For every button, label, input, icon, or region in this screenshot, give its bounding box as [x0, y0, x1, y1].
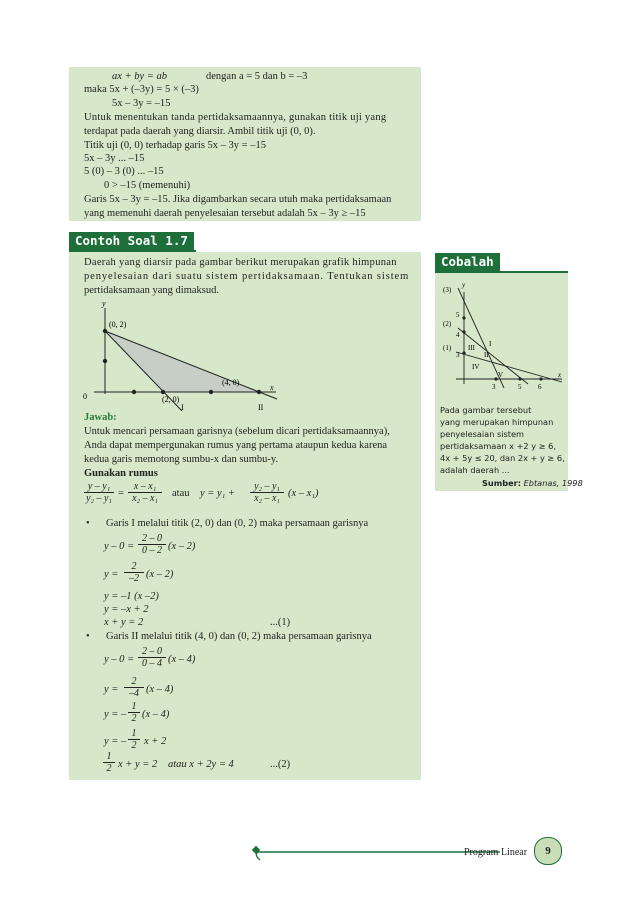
- text-line-10: Garis 5x – 3y = –15. Jika digambarkan secara utuh maka pertidaksamaan: [84, 194, 392, 205]
- text-line-8: 5 (0) – 3 (0) ... –15: [84, 166, 164, 177]
- g2-a-left: y – 0 =: [104, 654, 135, 665]
- g2-e-den: 2: [106, 763, 112, 774]
- graph1-label-4-0: (4, 0): [222, 378, 240, 387]
- g2-e-num: 1: [103, 751, 115, 763]
- point-0-1: [103, 359, 107, 363]
- cobalah-text-1: Pada gambar tersebut: [440, 405, 532, 415]
- g2-c-num: 1: [128, 701, 140, 713]
- g1-b-frac: [124, 561, 144, 584]
- g2-b-tail: (x – 4): [146, 684, 174, 695]
- cobalah-text-4: pertidaksamaan x +2 y ≥ 6,: [440, 441, 556, 451]
- g2-e-tail: x + y = 2: [118, 759, 158, 770]
- cob-t5: 5: [456, 311, 460, 319]
- cob-region-I: I: [489, 340, 492, 348]
- cob-pt-y5: [462, 316, 465, 319]
- eq-line-1: ax + by = ab: [112, 71, 167, 82]
- g2-b-frac: [124, 676, 144, 699]
- g1-e-ref: ...(1): [270, 617, 291, 628]
- formula-frac-left-num: y – y₁: [84, 481, 114, 493]
- g1-e: x + y = 2: [104, 617, 144, 628]
- cobalah-text-5: 4x + 5y ≤ 20, dan 2x + y ≥ 6,: [440, 453, 565, 463]
- formula-frac-right-num: x – x₁: [128, 481, 162, 493]
- g2-d-num: 1: [128, 728, 140, 740]
- formula-frac-left-den: y₂ – y₁: [86, 493, 112, 504]
- example-text-3: pertidaksamaan yang dimaksud.: [84, 285, 220, 296]
- text-line-7: 5x – 3y ... –15: [84, 153, 145, 164]
- g2-b-den: –4: [129, 688, 139, 699]
- cob-pt-y4: [462, 330, 465, 333]
- g1-b-tail: (x – 2): [146, 569, 174, 580]
- g2-c-den: 2: [131, 713, 137, 724]
- g2-d-tail: x + 2: [144, 736, 167, 747]
- page-number-badge: [534, 837, 562, 865]
- cob-pt-y3: [462, 351, 465, 354]
- g2-c-left: y = –: [104, 709, 127, 720]
- graph1-origin: 0: [83, 392, 87, 401]
- g1-a-den: 0 – 2: [142, 545, 162, 556]
- cob-t3: 3: [456, 351, 460, 359]
- g2-e-ref: ...(2): [270, 759, 291, 770]
- formula-frac-left: [84, 481, 114, 504]
- g2-a-tail: (x – 4): [168, 654, 196, 665]
- g1-d: y = –x + 2: [104, 604, 149, 615]
- formula-frac-right: [128, 481, 162, 504]
- formula-frac-2-den: x₂ – x₁: [254, 493, 280, 504]
- footer-chapter-title: Program Linear: [464, 847, 528, 858]
- formula-atau: atau: [172, 488, 190, 499]
- g1-b-num: 2: [124, 561, 144, 573]
- formula-heading: Gunakan rumus: [84, 468, 158, 479]
- solution-text-1: Untuk mencari persamaan garisnya (sebelum dicari pertidaksamaannya),: [84, 426, 390, 437]
- cob-tx6: 6: [538, 383, 542, 391]
- point-3-0: [209, 390, 213, 394]
- eq-line-2: maka 5x + (–3y) = 5 × (–3): [84, 84, 199, 95]
- g2-a-num: 2 – 0: [138, 646, 166, 658]
- cobalah-tag: Cobalah: [435, 253, 500, 271]
- cob-region-II: II: [484, 351, 489, 359]
- footer-diamond-icon: [252, 846, 260, 854]
- cob-y-label: y: [462, 281, 466, 289]
- text-line-6: Titik uji (0, 0) terhadap garis 5x – 3y = –15: [84, 140, 266, 151]
- bullet-2-dot: •: [86, 631, 90, 642]
- graph1-y-label: y: [102, 299, 106, 308]
- graph1-line-I-label: I: [181, 403, 184, 411]
- cob-pt-x5: [518, 377, 521, 380]
- g1-b-left: y =: [104, 569, 119, 580]
- g2-a-frac: [138, 646, 166, 669]
- cob-region-V: V: [498, 371, 504, 379]
- page-number: 9: [545, 845, 551, 857]
- cob-t4: 4: [456, 331, 460, 339]
- formula-frac-2-num: y₂ – y₁: [250, 481, 284, 493]
- formula-y-eq: y = y₁ +: [200, 488, 236, 499]
- point-4-0: [257, 390, 261, 394]
- g2-b-left: y =: [104, 684, 119, 695]
- g2-d-den: 2: [131, 740, 137, 751]
- example-tag: Contoh Soal 1.7: [69, 232, 194, 250]
- g2-e-frac: [103, 751, 115, 774]
- example-graph: [74, 296, 294, 411]
- g2-e-atau: atau x + 2y = 4: [168, 759, 234, 770]
- text-line-4: Untuk menentukan tanda pertidaksamaannya, gunakan titik uji yang: [84, 112, 387, 123]
- cob-tx3: 3: [492, 383, 496, 391]
- g2-c-tail: (x – 4): [142, 709, 170, 720]
- eq-line-1-cond: dengan a = 5 dan b = –3: [206, 71, 308, 82]
- text-line-11: yang memenuhi daerah penyelesaian tersebut adalah 5x – 3y ≥ –15: [84, 208, 366, 219]
- cob-tx5: 5: [518, 383, 522, 391]
- formula-eq: =: [118, 488, 124, 499]
- g2-b-num: 2: [124, 676, 144, 688]
- formula-frac-right-den: x₂ – x₁: [132, 493, 158, 504]
- cob-region-IV: IV: [472, 363, 480, 371]
- bullet-1-text: Garis I melalui titik (2, 0) dan (0, 2) maka persamaan garisnya: [106, 518, 369, 529]
- g2-c-frac: [128, 701, 140, 724]
- bullet-1-dot: •: [86, 518, 90, 529]
- g2-d-frac: [128, 728, 140, 751]
- solution-text-3: kedua garis memotong sumbu-x dan sumbu-y.: [84, 454, 279, 465]
- cobalah-source-text: Ebtanas, 1998: [523, 478, 583, 488]
- g1-c: y = –1 (x –2): [104, 591, 159, 602]
- g2-d-left: y = –: [104, 736, 127, 747]
- cob-region-III: III: [468, 344, 475, 352]
- cob-pt-x6: [539, 377, 542, 380]
- text-line-5: terdapat pada daerah yang diarsir. Ambil titik uji (0, 0).: [84, 126, 316, 137]
- g1-a-num: 2 – 0: [138, 533, 166, 545]
- solution-text-2: Anda dapat mempergunakan rumus yang pertama ataupun kedua karena: [84, 440, 388, 451]
- bullet-2-text: Garis II melalui titik (4, 0) dan (0, 2) maka persamaan garisnya: [106, 631, 372, 642]
- graph1-label-0-2: (0, 2): [109, 320, 127, 329]
- formula-tail: (x – x₁): [288, 488, 319, 499]
- g1-a-left: y – 0 =: [104, 541, 135, 552]
- cob-l2: (2): [443, 320, 452, 328]
- text-line-9: 0 > –15 (memenuhi): [104, 180, 191, 191]
- cobalah-source-label: Sumber:: [482, 478, 521, 488]
- cobalah-text-6: adalah daerah ...: [440, 465, 510, 475]
- cob-l1: (1): [443, 344, 452, 352]
- eq-line-3: 5x – 3y = –15: [112, 98, 171, 109]
- jawab-label: Jawab:: [84, 412, 117, 423]
- cobalah-text-2: yang merupakan himpunan: [440, 417, 554, 427]
- example-text-1: Daerah yang diarsir pada gambar berikut merupakan grafik himpunan: [84, 257, 397, 268]
- point-2-0: [161, 390, 165, 394]
- cob-x-label: x: [558, 371, 562, 379]
- graph1-line-II-label: II: [258, 403, 264, 411]
- g2-a-den: 0 – 4: [142, 658, 162, 669]
- cobalah-graph: [436, 276, 566, 400]
- cobalah-text-3: penyelesaian sistem: [440, 429, 525, 439]
- graph1-label-2-0: (2, 0): [162, 395, 180, 404]
- point-1-0: [132, 390, 136, 394]
- cobalah-source: [482, 478, 583, 489]
- g1-a-frac: [138, 533, 166, 556]
- g1-b-den: –2: [129, 573, 139, 584]
- graph1-x-label: x: [270, 383, 274, 392]
- example-text-2: penyelesaian dari suatu sistem pertidaksamaan. Tentukan sistem: [84, 271, 410, 282]
- g1-a-tail: (x – 2): [168, 541, 196, 552]
- point-0-2: [103, 329, 107, 333]
- formula-frac-2: [250, 481, 284, 504]
- cob-l3: (3): [443, 286, 452, 294]
